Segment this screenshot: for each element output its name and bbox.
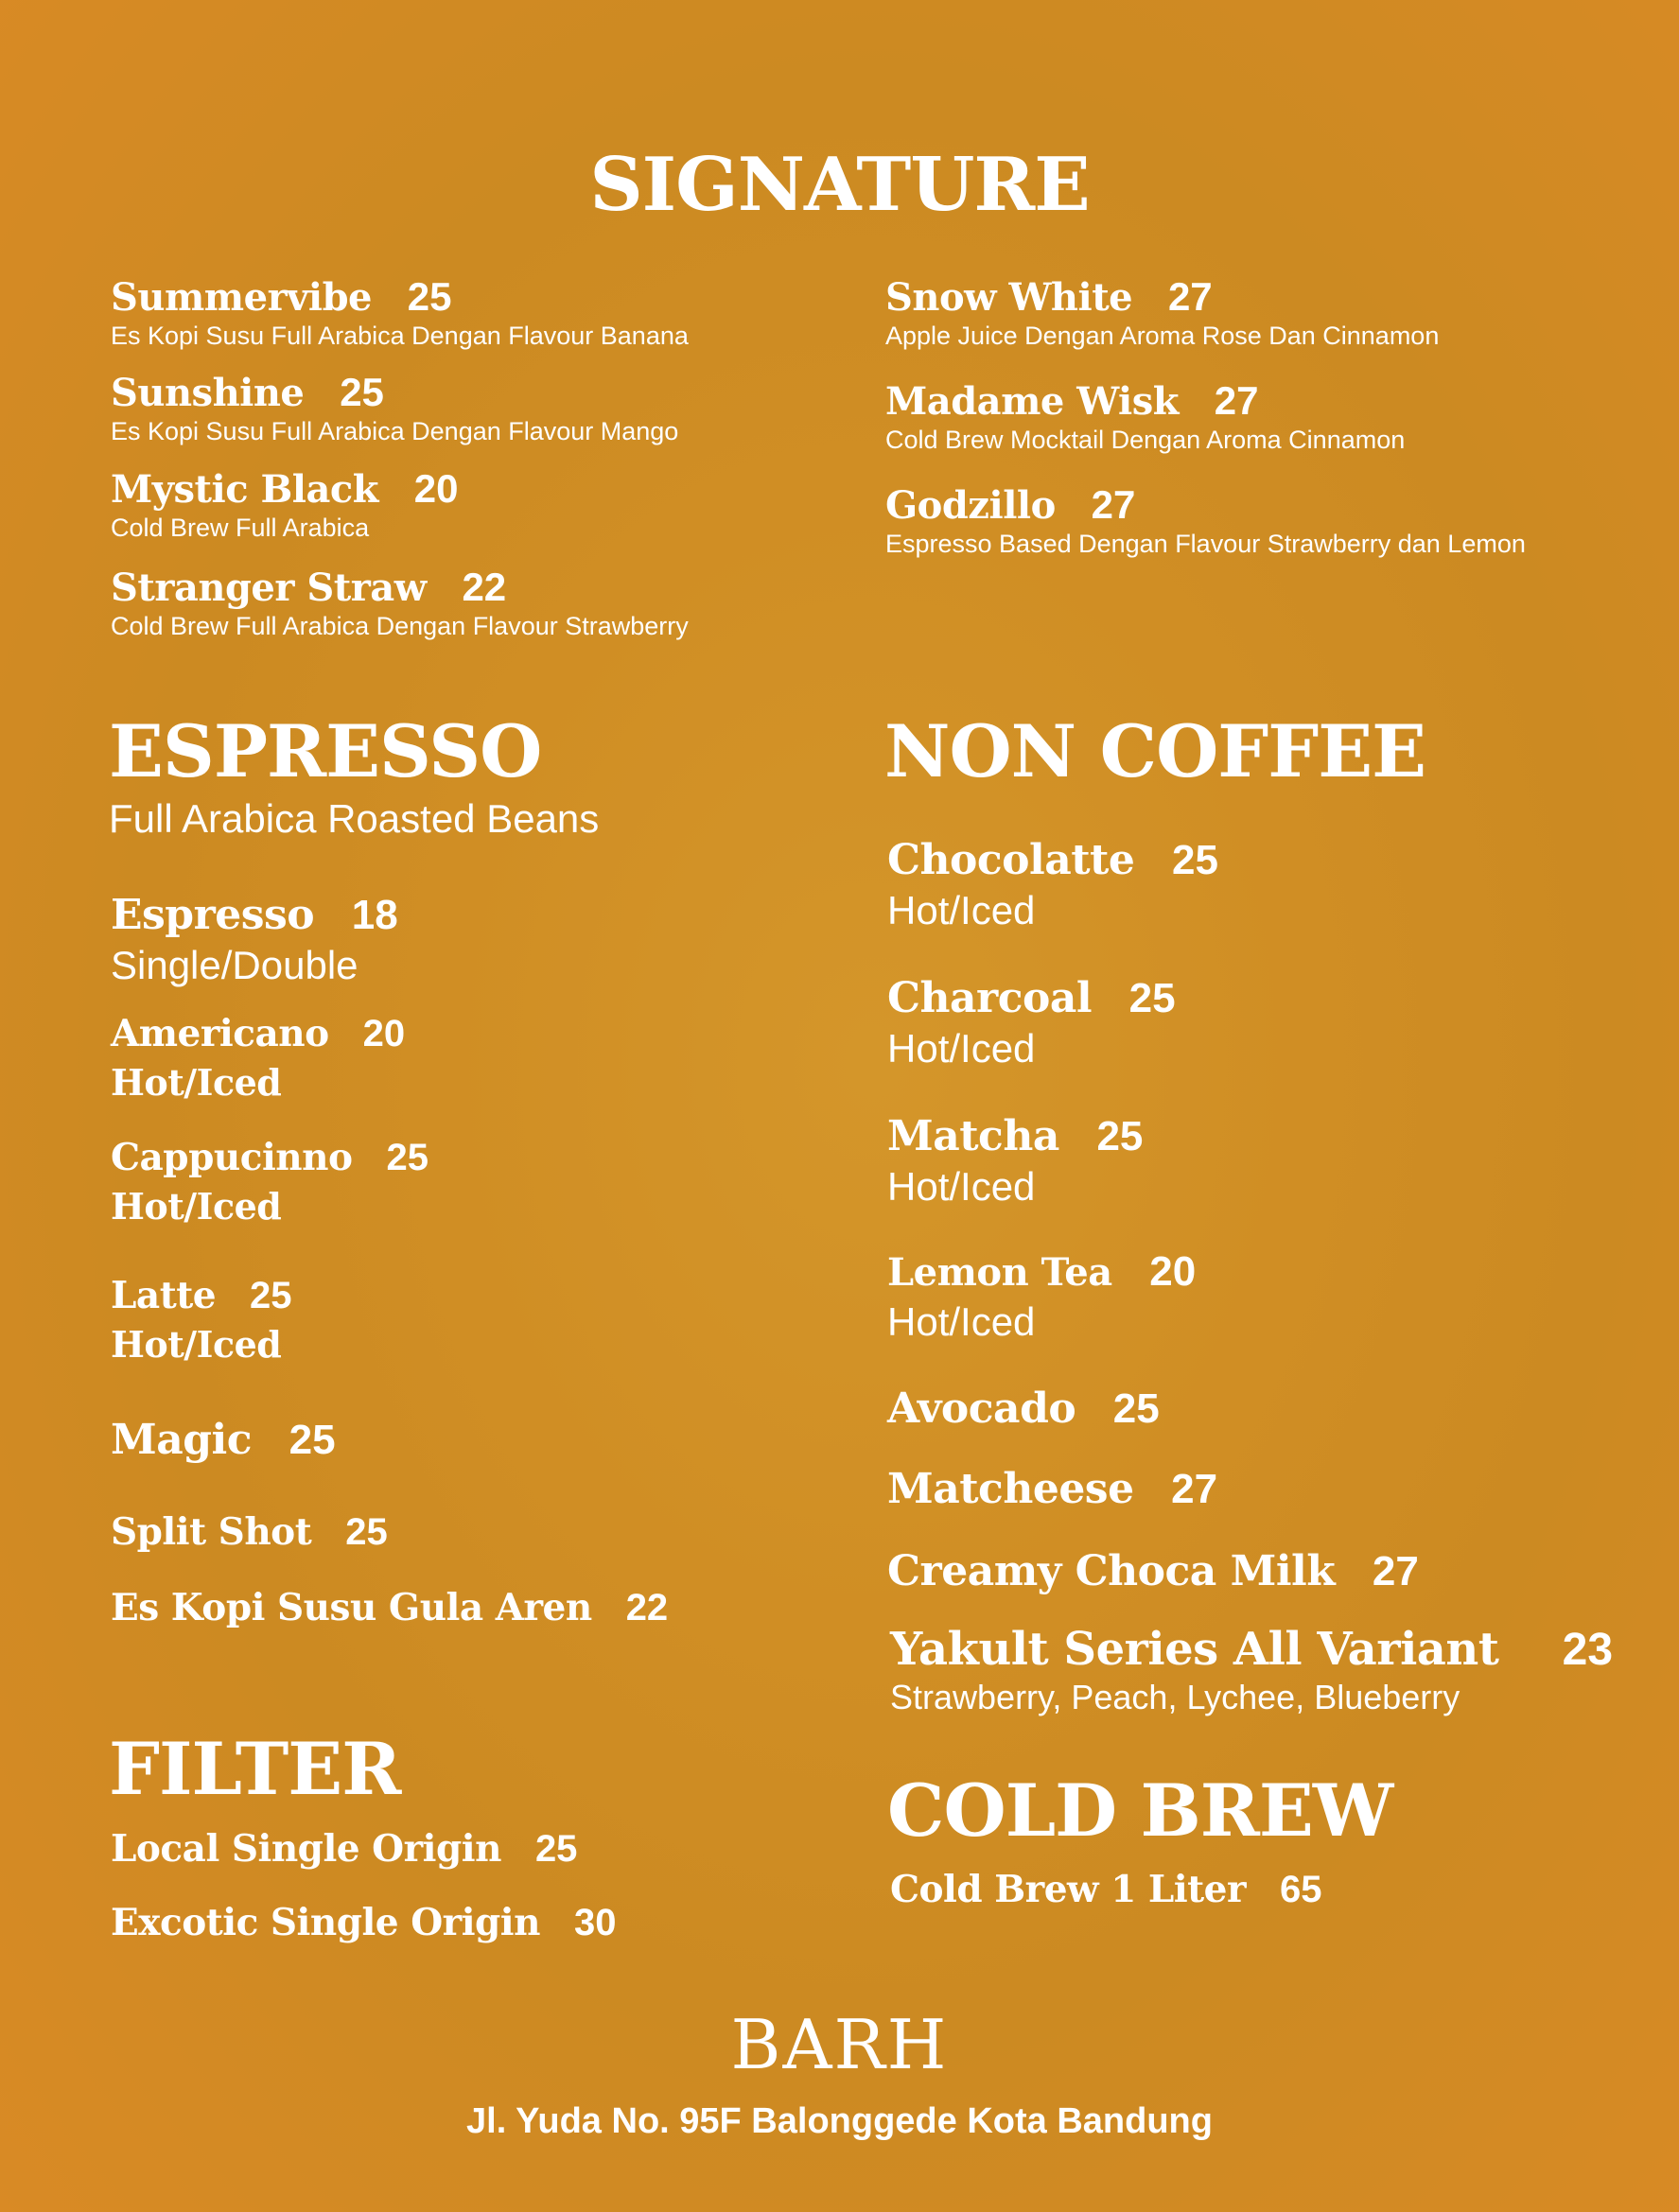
item-name: Cappucinno — [111, 1136, 353, 1179]
signature-title: SIGNATURE — [589, 142, 1090, 228]
menu-item — [885, 274, 1439, 351]
item-name: Creamy Choca Milk — [887, 1547, 1336, 1595]
item-price: 20 — [362, 1013, 406, 1054]
menu-item — [111, 1136, 428, 1228]
menu-item — [887, 836, 1218, 933]
item-price: 25 — [534, 1828, 578, 1870]
item-name: Lemon Tea — [887, 1250, 1112, 1295]
item-price: 25 — [1096, 1113, 1144, 1159]
item-name: Madame Wisk — [885, 379, 1179, 424]
item-name: Summervibe — [111, 275, 372, 320]
item-price: 18 — [351, 892, 398, 938]
item-price: 25 — [340, 370, 384, 414]
filter-title: FILTER — [109, 1727, 401, 1811]
non-coffee-title: NON COFFEE — [884, 709, 1426, 793]
item-name: Magic — [111, 1416, 252, 1464]
item-price: 30 — [573, 1902, 617, 1943]
item-price: 25 — [1112, 1385, 1160, 1432]
item-name: Sunshine — [111, 371, 305, 415]
item-description: Apple Juice Dengan Aroma Rose Dan Cinnamon — [885, 322, 1440, 350]
item-name: Americano — [111, 1012, 329, 1055]
menu-item — [887, 1248, 1196, 1345]
menu-item — [111, 1416, 336, 1464]
item-name: Avocado — [887, 1385, 1076, 1433]
menu-item — [111, 274, 689, 351]
item-name: Yakult Series All Variant — [890, 1623, 1499, 1676]
item-name: Chocolatte — [887, 836, 1135, 884]
item-price: 25 — [345, 1511, 388, 1553]
item-price: 20 — [413, 466, 459, 511]
item-name: Godzillo — [885, 483, 1056, 528]
item-price: 25 — [250, 1275, 292, 1316]
menu-item — [111, 1827, 577, 1871]
item-name: Cold Brew 1 Liter — [890, 1868, 1247, 1911]
item-description: Hot/Iced — [111, 1323, 282, 1366]
item-name: Matcha — [887, 1112, 1059, 1160]
item-price: 25 — [386, 1137, 428, 1178]
item-name: Matcheese — [887, 1465, 1134, 1513]
item-name: Latte — [111, 1274, 217, 1317]
espresso-title: ESPRESSO — [109, 709, 542, 793]
menu-item — [111, 466, 459, 543]
item-description: Hot/Iced — [111, 1185, 282, 1228]
menu-item — [111, 1274, 292, 1366]
item-description: Hot/Iced — [887, 888, 1036, 932]
menu-item — [887, 1112, 1143, 1210]
brand-logo: BARH — [730, 2005, 949, 2084]
menu-item — [111, 891, 398, 988]
item-price: 25 — [1128, 975, 1176, 1021]
menu-item — [887, 974, 1176, 1071]
item-name: Es Kopi Susu Gula Aren — [111, 1586, 592, 1629]
item-price: 27 — [1372, 1548, 1419, 1594]
item-description: Cold Brew Mocktail Dengan Aroma Cinnamon — [885, 426, 1406, 454]
menu-item — [111, 1901, 616, 1944]
item-description: Hot/Iced — [111, 1061, 282, 1104]
item-description: Hot/Iced — [887, 1026, 1036, 1071]
item-description: Es Kopi Susu Full Arabica Dengan Flavour Mango — [111, 417, 679, 445]
menu-item — [887, 1465, 1217, 1513]
menu-item — [890, 1868, 1322, 1911]
item-price: 22 — [462, 565, 507, 609]
item-price: 22 — [625, 1587, 669, 1629]
item-description: Es Kopi Susu Full Arabica Dengan Flavour Banana — [111, 322, 689, 350]
item-description: Single/Double — [111, 943, 359, 987]
item-description: Strawberry, Peach, Lychee, Blueberry — [890, 1678, 1460, 1716]
cold-brew-title: COLD BREW — [887, 1768, 1393, 1853]
menu-item — [111, 1012, 405, 1104]
item-description: Cold Brew Full Arabica — [111, 514, 370, 542]
item-price: 27 — [1171, 1466, 1218, 1512]
menu-item — [111, 1586, 668, 1629]
item-price: 25 — [407, 274, 452, 319]
menu-item — [885, 482, 1526, 559]
item-name: Local Single Origin — [111, 1827, 501, 1871]
menu-item — [111, 370, 678, 446]
item-description: Hot/Iced — [887, 1299, 1036, 1344]
item-name: Stranger Straw — [111, 566, 427, 610]
item-price: 27 — [1167, 274, 1213, 319]
address: Jl. Yuda No. 95F Balonggede Kota Bandung — [466, 2101, 1213, 2141]
item-name: Excotic Single Origin — [111, 1901, 540, 1944]
item-name: Snow White — [885, 275, 1133, 320]
item-price: 25 — [289, 1417, 336, 1463]
item-price: 20 — [1149, 1248, 1197, 1295]
item-price: 27 — [1214, 378, 1259, 423]
item-price: 27 — [1091, 482, 1136, 527]
menu-item — [887, 1547, 1419, 1595]
item-name: Espresso — [111, 891, 315, 939]
menu-item — [111, 1510, 388, 1554]
menu-item — [887, 1385, 1160, 1433]
item-name: Charcoal — [887, 974, 1093, 1022]
item-name: Mystic Black — [111, 467, 378, 512]
menu-item — [890, 1623, 1613, 1717]
menu-item — [111, 565, 689, 641]
item-price: 23 — [1562, 1625, 1614, 1675]
menu-item — [885, 378, 1405, 455]
item-name: Split Shot — [111, 1510, 312, 1554]
item-description: Hot/Iced — [887, 1164, 1036, 1209]
item-description: Espresso Based Dengan Flavour Strawberry dan Lemon — [885, 530, 1526, 558]
espresso-subtitle: Full Arabica Roasted Beans — [109, 796, 600, 841]
item-price: 25 — [1171, 837, 1218, 883]
item-price: 65 — [1280, 1869, 1322, 1910]
item-description: Cold Brew Full Arabica Dengan Flavour Strawberry — [111, 612, 689, 640]
